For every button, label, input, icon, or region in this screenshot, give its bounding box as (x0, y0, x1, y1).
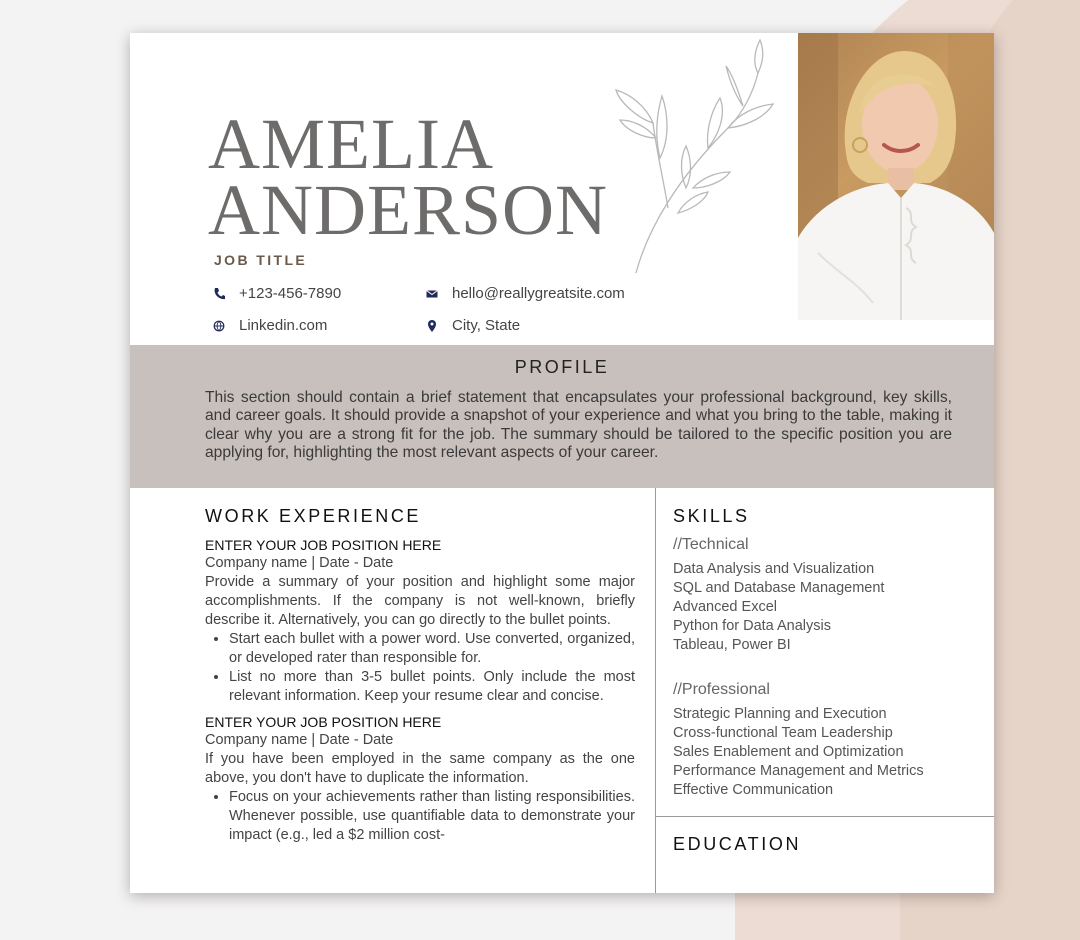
work-experience-list (205, 536, 635, 845)
job-position: ENTER YOUR JOB POSITION HERE (205, 537, 442, 553)
phone-icon (213, 287, 225, 301)
contact-email (426, 285, 625, 302)
phone-text: +123-456-7890 (239, 285, 342, 302)
education-heading: EDUCATION (673, 834, 802, 854)
job-title: JOB TITLE (214, 252, 308, 268)
job-bullet: • Focus on your achievements rather than listing responsibilities. Whenever possible, use quantifiable data to demonstrate your impact (e.g., led a $2 million cost- (229, 788, 635, 845)
skill-item: Performance Management and Metrics (673, 763, 924, 779)
location-pin-icon (426, 319, 438, 333)
skill-item: Cross-functional Team Leadership (673, 725, 893, 741)
skills-technical (673, 535, 973, 655)
location-text: City, State (452, 317, 521, 334)
skill-category-label: //Technical (673, 536, 749, 553)
email-text: hello@reallygreatsite.com (452, 285, 625, 302)
job-company: Company name | Date - Date (205, 555, 394, 571)
skills-professional (673, 680, 973, 800)
contact-location (426, 317, 520, 334)
job-summary: If you have been employed in the same company as the one above, you don't have to duplicate the information. (205, 751, 635, 786)
skills-education-divider (656, 816, 994, 817)
job-entry (205, 713, 635, 845)
skill-item: Python for Data Analysis (673, 618, 831, 634)
skill-item: Effective Communication (673, 782, 834, 798)
profile-section (130, 345, 994, 488)
job-bullets (205, 788, 635, 845)
envelope-icon (426, 287, 438, 301)
profile-summary: This section should contain a brief statement that encapsulates your professional background, key skills, and career goals. It should provide a snapshot of your experience and what you bring to the table, making it clear why you are a strong fit for the job. The summary should be tailored to the specific position you are applying for, highlighting the most relevant aspects of your career. (205, 389, 952, 461)
job-bullet: • List no more than 3-5 bullet points. Only include the most relevant information. Keep your resume clear and concise. (229, 668, 635, 706)
resume-sheet (130, 33, 994, 893)
contact-linkedin (213, 317, 327, 334)
job-bullet: • Start each bullet with a power word. Use converted, organized, or developed rater than responsible for. (229, 630, 635, 668)
job-position: ENTER YOUR JOB POSITION HERE (205, 714, 442, 730)
skill-item: SQL and Database Management (673, 580, 885, 596)
profile-photo (798, 33, 994, 320)
skills-heading: SKILLS (673, 506, 750, 526)
linkedin-text: Linkedin.com (239, 317, 328, 334)
job-entry (205, 536, 635, 706)
skill-category-label: //Professional (673, 681, 770, 698)
profile-heading: PROFILE (514, 357, 610, 377)
skill-item: Strategic Planning and Execution (673, 706, 887, 722)
first-name: AMELIA (208, 104, 494, 184)
skill-item: Advanced Excel (673, 599, 777, 615)
column-divider (655, 488, 656, 893)
globe-icon (213, 319, 225, 333)
job-summary: Provide a summary of your position and highlight some major accomplishments. If the company is not well-known, briefly describe it. Alternatively, you can go directly to the bullet points. (205, 574, 635, 628)
skill-item: Data Analysis and Visualization (673, 561, 875, 577)
job-bullets (205, 630, 635, 706)
work-experience-heading: WORK EXPERIENCE (205, 506, 422, 526)
leaf-branch-decoration (608, 38, 778, 278)
last-name: ANDERSON (208, 170, 609, 250)
skill-item: Tableau, Power BI (673, 637, 791, 653)
portrait-illustration (798, 33, 994, 320)
contact-phone (213, 285, 341, 302)
job-company: Company name | Date - Date (205, 732, 394, 748)
skill-item: Sales Enablement and Optimization (673, 744, 904, 760)
